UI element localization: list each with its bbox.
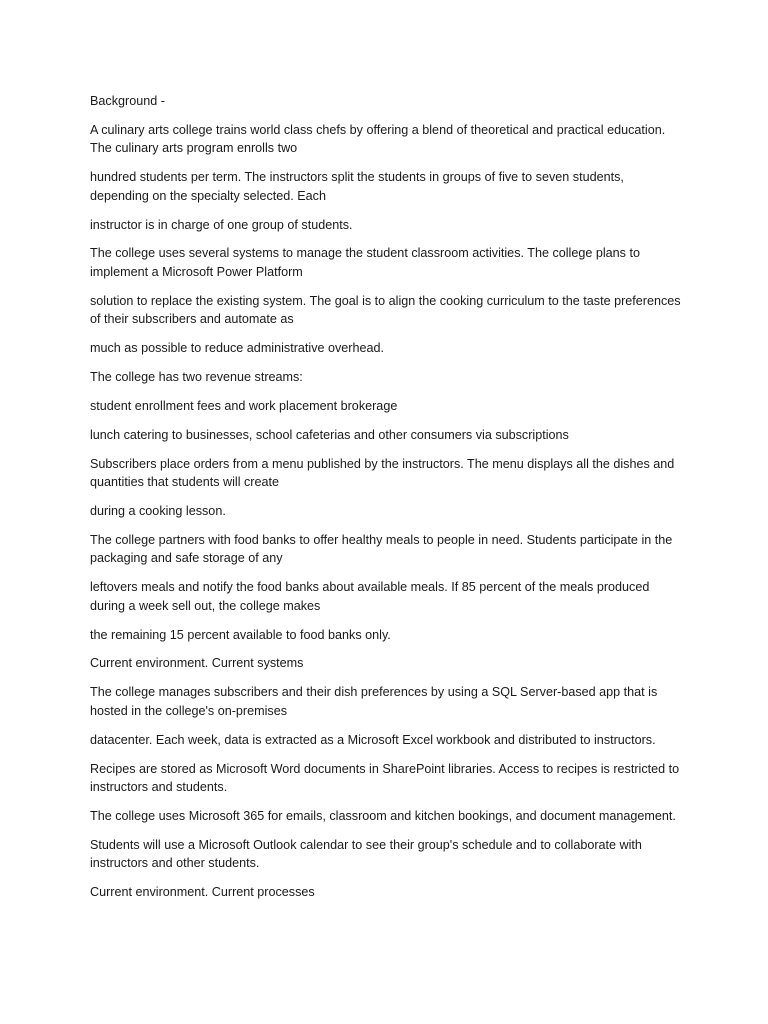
paragraph: The college partners with food banks to offer healthy meals to people in need. Students participate in the packaging and safe storage of any: [90, 532, 673, 566]
paragraph: the remaining 15 percent available to food banks only.: [90, 627, 391, 642]
paragraph: hundred students per term. The instructors split the students in groups of five to seven students, depending on the specialty selected. Each: [90, 170, 624, 203]
document-body: [90, 92, 686, 912]
paragraph: solution to replace the existing system. The goal is to align the cooking curriculum to the taste preferences of their subscribers and automate as: [90, 293, 681, 327]
paragraph: The college has two revenue streams:: [90, 369, 303, 384]
paragraph: The college uses several systems to manage the student classroom activities. The college plans to implement a Microsoft Power Platform: [90, 246, 640, 279]
paragraph: Students will use a Microsoft Outlook calendar to see their group's schedule and to collaborate with instructors and other students.: [90, 837, 642, 871]
paragraph: The college uses Microsoft 365 for emails, classroom and kitchen bookings, and document management.: [90, 808, 676, 823]
paragraph: during a cooking lesson.: [90, 504, 226, 518]
paragraph: Subscribers place orders from a menu published by the instructors. The menu displays all the dishes and quantities that students will create: [90, 456, 675, 490]
section-heading-current-systems: Current environment. Current systems: [90, 656, 304, 671]
paragraph: much as possible to reduce administrative overhead.: [90, 341, 385, 356]
paragraph: Recipes are stored as Microsoft Word documents in SharePoint libraries. Access to recipes is restricted to instructors and students.: [90, 761, 680, 794]
paragraph: leftovers meals and notify the food banks about available meals. If 85 percent of the meals produced during a week sell out, the college makes: [90, 580, 650, 613]
paragraph: lunch catering to businesses, school cafeterias and other consumers via subscriptions: [90, 427, 569, 442]
paragraph: instructor is in charge of one group of students.: [90, 217, 353, 232]
paragraph: The college manages subscribers and their dish preferences by using a SQL Server-based app that is hosted in the college's on-premises: [90, 685, 658, 718]
paragraph: student enrollment fees and work placement brokerage: [90, 398, 398, 413]
section-heading-background: Background -: [90, 94, 165, 108]
section-heading-current-processes: Current environment. Current processes: [90, 885, 315, 900]
paragraph: A culinary arts college trains world class chefs by offering a blend of theoretical and practical education. The culinary arts program enrolls two: [90, 122, 666, 156]
paragraph: datacenter. Each week, data is extracted as a Microsoft Excel workbook and distributed to instructors.: [90, 732, 656, 747]
